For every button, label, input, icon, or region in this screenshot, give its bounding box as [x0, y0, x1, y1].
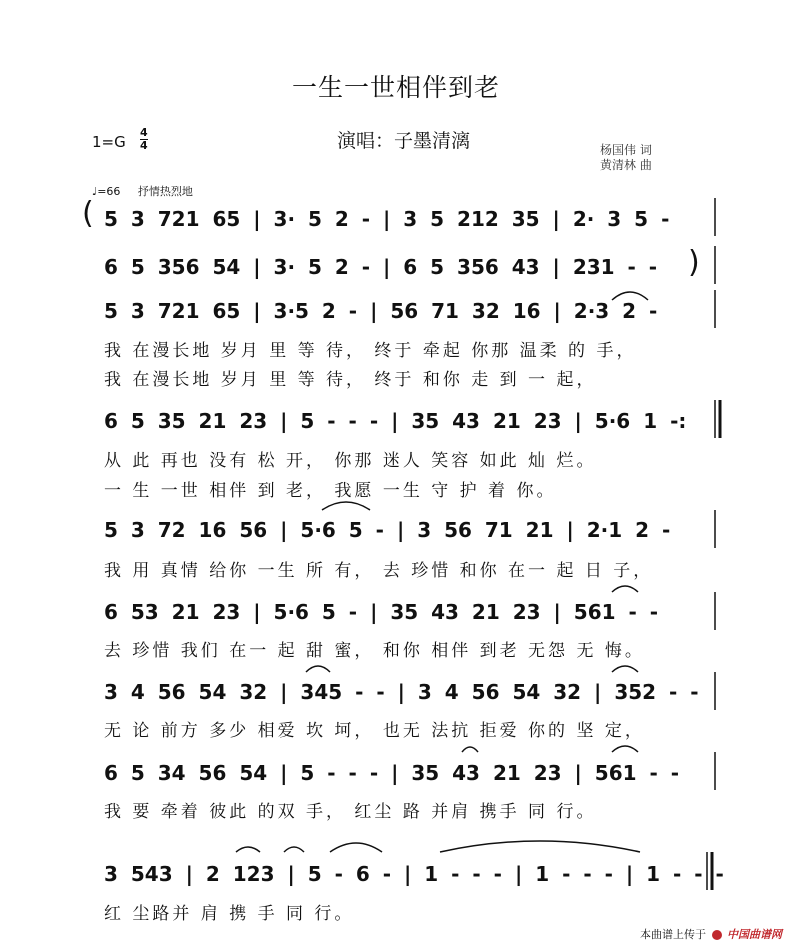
system-6-lyric-1: 去 珍惜 我们 在一 起 甜 蜜， 和你 相伴 到老 无怨 无 悔。 [104, 641, 645, 661]
footer-site-name[interactable]: 中国曲谱网 [727, 928, 782, 941]
system-6-notes: 6 53 21 23 | 5·6 5 - | 35 43 21 23 | 561 - - [104, 600, 659, 624]
system-9-notes: 3 543 | 2 123 | 5 - 6 - | 1 - - - | 1 - - - | 1 - - - [104, 862, 724, 886]
system-5-notes: 5 3 72 16 56 | 5·6 5 - | 3 56 71 21 | 2·1 2 - [104, 518, 671, 542]
footer-source [640, 926, 782, 942]
system-4-notes: 6 5 35 21 23 | 5 - - - | 35 43 21 23 | 5·6 1 -: [104, 409, 687, 433]
system-8-notes: 6 5 34 56 54 | 5 - - - | 35 43 21 23 | 561 - - [104, 761, 680, 785]
system-3-lyric-2: 我 在漫长地 岁月 里 等 待， 终于 和你 走 到 一 起， [104, 370, 597, 390]
system-1-notes: 5 3 721 65 | 3· 5 2 - | 3 5 212 35 | 2· 3 5 - [104, 207, 670, 231]
system-2-notes: 6 5 356 54 | 3· 5 2 - | 6 5 356 43 | 231 - - [104, 255, 658, 279]
tempo-value: ♩=66 [92, 185, 121, 198]
key-signature: 1=G [92, 133, 126, 151]
system-7-lyric-1: 无 论 前方 多少 相爱 坎 坷， 也无 法抗 拒爱 你的 坚 定， [104, 721, 645, 741]
system-8-lyric-1: 我 要 牵着 彼此 的双 手， 红尘 路 并肩 携手 同 行。 [104, 802, 597, 822]
system-5-lyric-1: 我 用 真情 给你 一生 所 有， 去 珍惜 和你 在一 起 日 子， [104, 561, 654, 581]
opening-paren: ( [82, 196, 94, 231]
song-title: 一生一世相伴到老 [291, 73, 500, 102]
system-4-lyric-1: 从 此 再也 没有 松 开， 你那 迷人 笑容 如此 灿 烂。 [104, 451, 597, 471]
footer-uploaded-text: 本曲谱上传于 [640, 928, 706, 941]
system-3-lyric-1: 我 在漫长地 岁月 里 等 待， 终于 牵起 你那 温柔 的 手， [104, 341, 637, 361]
system-4-lyric-2: 一 生 一世 相伴 到 老， 我愿 一生 守 护 着 你。 [104, 481, 557, 501]
system-7-notes: 3 4 56 54 32 | 345 - - | 3 4 56 54 32 | 352 - - [104, 680, 699, 704]
site-logo-icon [712, 930, 722, 940]
system-3-notes: 5 3 721 65 | 3·5 2 - | 56 71 32 16 | 2·3 2 - [104, 299, 658, 323]
time-signature-top: 4 [140, 126, 148, 139]
expression-marking: 抒情热烈地 [137, 185, 193, 198]
composer-credit: 黄清林 曲 [600, 158, 652, 172]
system-9-lyric-1: 红 尘路并 肩 携 手 同 行。 [104, 904, 355, 924]
singer-credit: 演唱：子墨清漓 [337, 130, 471, 152]
lyricist-credit: 杨国伟 词 [600, 143, 652, 157]
closing-paren: ) [688, 245, 700, 280]
time-signature-bottom: 4 [140, 139, 148, 152]
